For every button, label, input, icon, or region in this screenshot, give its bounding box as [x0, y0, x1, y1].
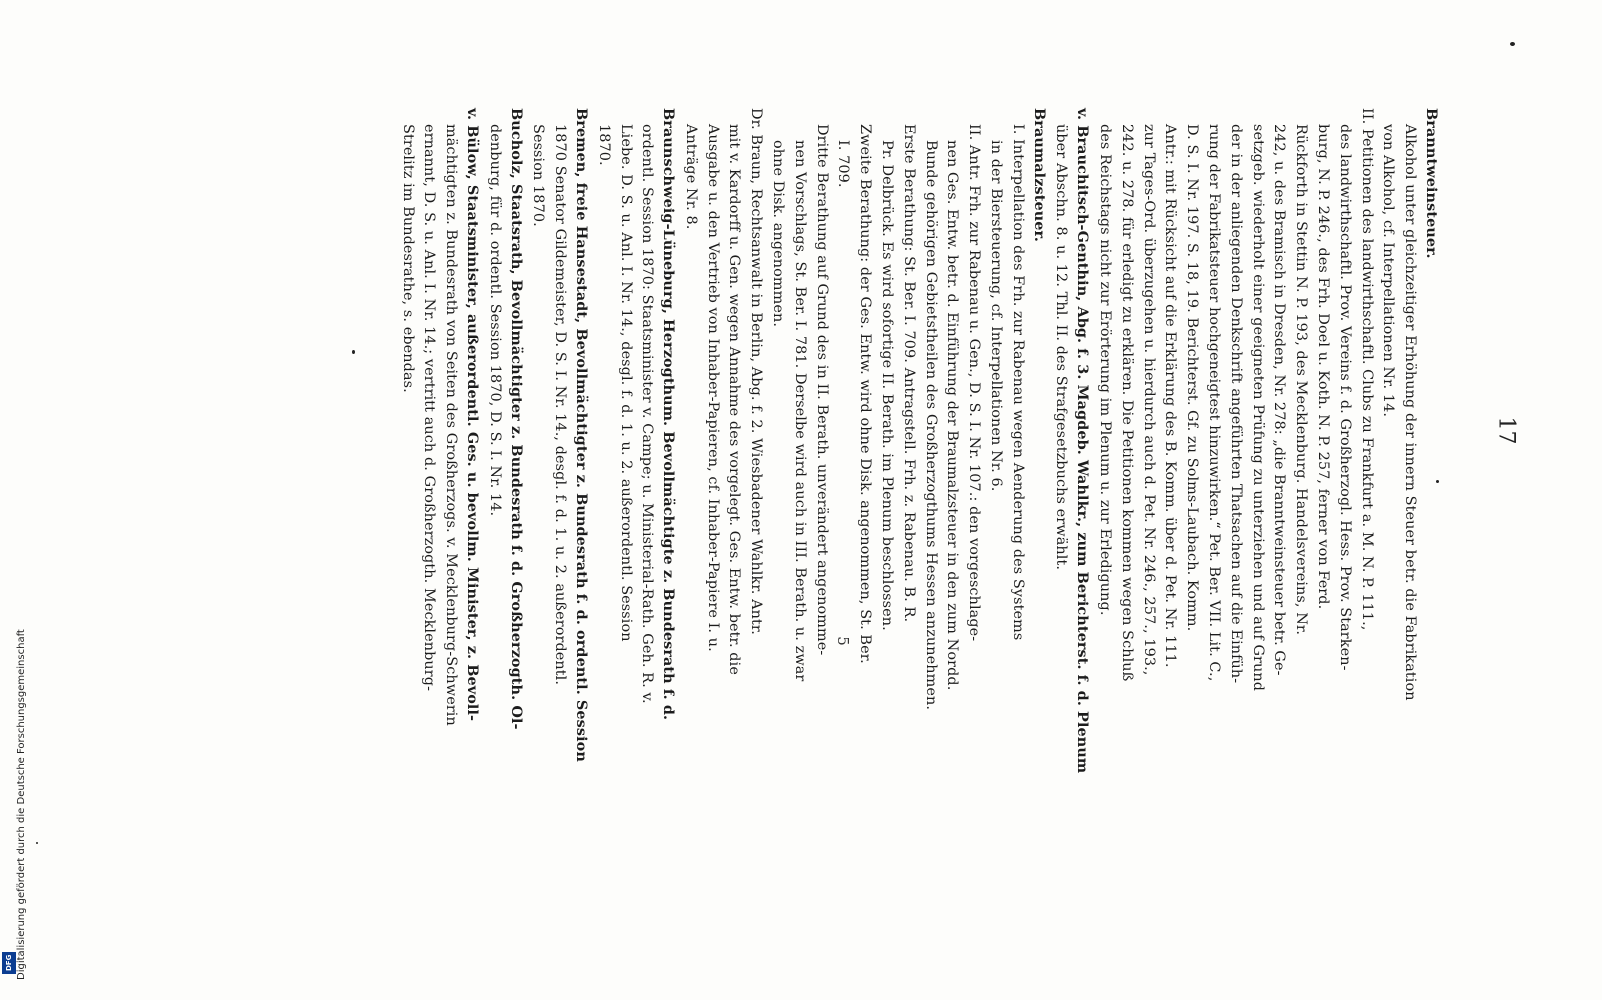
entry-heading-line: v. Brauchitsch-Genthin, Abg. f. 3. Magdeb. Wahlkr., zum Berichterst. f. d. Plenum — [1074, 108, 1092, 774]
text-line: Rückforth in Stettin N. P. 193, des Mecklenburg. Handelsvereins, Nr. — [1293, 124, 1310, 635]
text-line: Dr. Braun, Rechtsanwalt in Berlin, Abg. f. 2. Wiesbadener Wahlkr. Antr. — [748, 108, 765, 635]
text-line: Bunde gehörigen Gebietstheilen des Großherzogthums Hessen anzunehmen. — [922, 140, 939, 711]
text-line: Erste Berathung: St. Ber. I. 709. Antragstell. Frh. z. Rabenau. B. R. — [900, 124, 917, 623]
text-line: des Reichstags nicht zur Erörterung im Plenum u. zur Erledigung. — [1097, 124, 1114, 616]
text-line: Strelitz im Bundesrathe, s. ebendas. — [399, 124, 416, 393]
text-line: in der Biersteuerung, cf. Interpellationen Nr. 6. — [988, 140, 1005, 492]
footer-credit: Digitalisierung gefördert durch die Deutsche Forschungsgemeinschaft — [16, 629, 27, 980]
entry-heading-line: Branntweinsteuer. — [1423, 108, 1440, 259]
text-line: Ausgabe u. den Vertrieb von Inhaber-Papieren, cf. Inhaber-Papiere I. u. — [704, 124, 721, 652]
text-line: Antr.: mit Rücksicht auf die Erklärung des B. Komm. über d. Pet. Nr. 111. — [1162, 124, 1179, 668]
document-body — [399, 108, 1442, 1000]
text-line: II. Petitionen des landwirthschaftl. Clubs zu Frankfurt a. M. N. P. 111., — [1358, 108, 1375, 631]
dfg-logo: DFG — [2, 952, 16, 974]
scan-speck — [352, 350, 355, 354]
scan-speck — [36, 842, 38, 844]
text-line: I. Interpellation des Frh. zur Rabenau wegen Aenderung des Systems — [1009, 124, 1026, 641]
text-line: Alkohol unter gleichzeitiger Erhöhung der innern Steuer betr. die Fabrikation — [1402, 124, 1419, 701]
text-line: 1870 Senator Gildemeister, D. S. I. Nr. 14., desgl. f. d. 1. u. 2. außerordentl. — [552, 124, 569, 685]
entry-heading-line: Braumalzsteuer. — [1030, 108, 1048, 243]
text-line: Pr. Delbrück. Es wird sofortige II. Berath. im Plenum beschlossen. — [879, 140, 896, 631]
entry-heading-line: v. Bülow, Staatsminister, außerordentl. Ges. u. bevollm. Minister, z. Bevoll- — [463, 108, 481, 722]
entry-heading-line: Bremen, freie Hansestadt, Bevollmächtigter z. Bundesrath f. d. ordentl. Session — [572, 108, 590, 762]
text-line: nen Ges. Entw. betr. d. Einführung der Braumalzsteuer in den zum Nordd. — [944, 140, 961, 691]
text-line: 242, u. des Bramisch in Dresden, Nr. 278: „die Branntweinsteuer betr. Ge- — [1271, 124, 1288, 676]
text-line: von Alkohol, cf. Interpellationen Nr. 14. — [1380, 124, 1397, 418]
text-line: Anträge Nr. 8. — [682, 124, 699, 230]
text-line: D. S. I. Nr. 197. S. 18, 19. Berichterst. Gf. zu Solms-Laubach. Komm. — [1184, 124, 1201, 632]
document-text — [396, 108, 1442, 1000]
text-line: Liebe. D. S. u. Anl. I. Nr. 14., desgl. f. d. 1. u. 2. außerordentl. Session — [617, 124, 634, 642]
text-line: II. Antr. Frh. zur Rabenau u. Gen., D. S. I. Nr. 107.: den vorgeschlage- — [966, 124, 983, 642]
text-line: I. 709. — [835, 140, 852, 188]
text-line: Session 1870. — [530, 124, 547, 227]
text-line: der in der anliegenden Denkschrift angeführten Thatsachen auf die Einfüh- — [1227, 124, 1244, 684]
scan-speck — [1436, 480, 1439, 483]
text-line: rung der Fabrikatsteuer hochgeneigtest hinzuwirken.“ Pet. Ber. VII. Lit. C., — [1206, 124, 1223, 682]
signature-mark: 5 — [833, 636, 852, 646]
text-line: burg, N. P. 246., des Frh. Doel u. Koth. N. P. 257, ferner von Ferd. — [1315, 124, 1332, 610]
text-line: 1870. — [595, 124, 612, 166]
page-number: 17 — [1493, 416, 1519, 445]
text-line: zur Tages-Ord. überzugehen u. hierdurch auch d. Pet. Nr. 246., 257., 193., — [1140, 124, 1157, 676]
entry-heading-line: Braunschweig-Lüneburg, Herzogthum. Bevollmächtigte z. Bundesrath f. d. — [660, 108, 678, 721]
text-line: über Abschn. 8. u. 12. Thl. II. des Strafgesetzbuchs erwählt. — [1053, 124, 1070, 570]
text-line: setzgeb. wiederholt einer geeigneten Prüfung zu unterziehen und auf Grund — [1249, 124, 1266, 692]
text-line: ernannt, D. S. u. Anl. I. Nr. 14.; vertritt auch d. Großherzogth. Mecklenburg- — [421, 124, 438, 692]
text-line: ohne Disk. angenommen. — [770, 140, 787, 328]
text-line: des landwirthschaftl. Prov. Vereins f. d. Großherzogl. Hess. Prov. Starken- — [1336, 124, 1353, 671]
text-line: nen Vorschlags, St. Ber. I. 781. Derselbe wird auch in III. Berath. u. zwar — [791, 140, 808, 682]
text-line: mächtigten z. Bundesrath von Seiten des Großherzogs. v. Mecklenburg-Schwerin — [443, 124, 460, 726]
text-line: ordentl. Session 1870: Staatsminister v. Campe; u. Ministerial-Rath. Geh. R. v. — [639, 124, 656, 704]
scan-speck — [1510, 42, 1515, 46]
text-line: denburg, für d. ordentl. Session 1870, D. S. I. Nr. 14. — [486, 124, 503, 517]
text-line: Dritte Berathung auf Grund des in II. Berath. unverändert angenomme- — [813, 124, 830, 656]
entry-heading-line: Bucholz, Staatsrath, Bevollmächtigter z. Bundesrath f. d. Großherzogth. Ol- — [507, 108, 525, 730]
text-line: Zweite Berathung: der Ges. Entw. wird ohne Disk. angenommen, St. Ber. — [857, 124, 874, 664]
text-line: mit v. Kardorff u. Gen. wegen Annahme des vorgelegt. Ges. Entw. betr. die — [726, 124, 743, 675]
text-line: 242. u. 278. für erledigt zu erklären. Die Petitionen kommen wegen Schluß — [1118, 124, 1135, 682]
